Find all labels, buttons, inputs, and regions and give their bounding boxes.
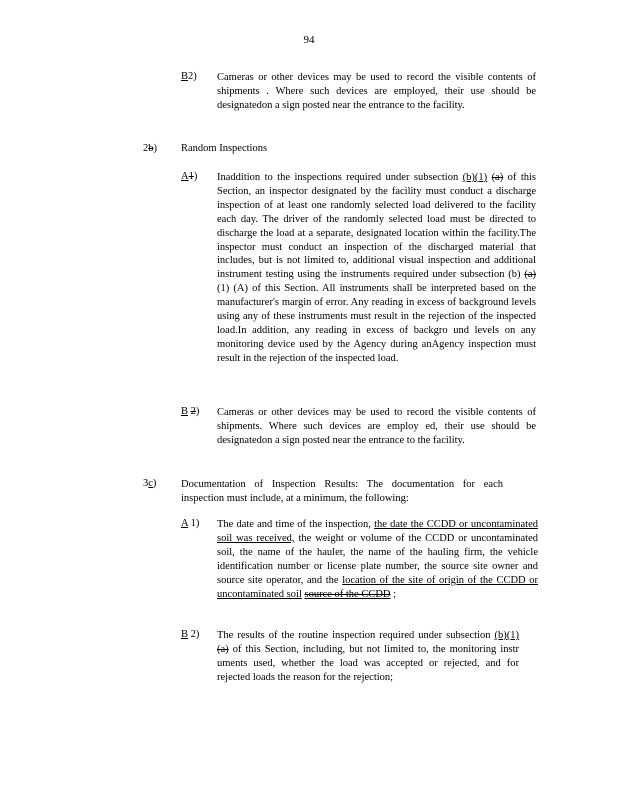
section-marker-3: 3c) — [143, 478, 157, 489]
cameras-paragraph-second: Cameras or other devices may be used to record the visible contents of shipments. Where such devices are employ ed, their use should be designatedon a sign posted near the entrance to the facility. — [217, 407, 536, 446]
item-marker-b2-doc: B 2) — [181, 629, 200, 640]
random-inspection-paragraph: Inaddition to the inspections required under subsection (b)(1) (a) of this Section, an inspector designated by the facility must conduct a discharge inspection of at least one randomly selected load delivered to the facility each day. The driver of the randomly selected load must be directed to discharge the load at a separate, designated location within the facility.The inspector must conduct an inspection of the discharged material that includes, but is not limited to, additional visual inspection and additional instrument testing using the instruments required under subsection (b) (a) (1) (A) of this Section. All instruments shall be interpreted based on the manufacturer's margin of error. Any reading in excess of background levels using any of these instruments must result in the rejection of the inspected load.In addition, any reading in excess of backgro und levels on any monitoring device used by the Agency during anAgency inspection must result in the rejection of the inspected load. — [217, 172, 536, 364]
item-marker-a1: A1) — [181, 171, 198, 182]
cameras-paragraph: Cameras or other devices may be used to record the visible contents of shipments . Where such devices are employed, their use should be designatedon a sign posted near the entrance to the facility. — [217, 72, 536, 111]
documentation-paragraph: Documentation of Inspection Results: The documentation for each inspection must include, at a minimum, the following: — [181, 479, 503, 504]
item-marker-b2-second: B 2) — [181, 406, 200, 417]
section-marker-2: 2b) — [143, 143, 157, 154]
item-marker-a1-doc: A 1) — [181, 518, 200, 529]
routine-results-paragraph: The results of the routine inspection required under subsection (b)(1) (a) of this Section, including, but not limited to, the monitoring instr uments used, whether the load was accepted or rejected, and for rejected loads the reason for the rejection; — [217, 630, 519, 683]
date-time-paragraph: The date and time of the inspection, the date the CCDD or uncontaminated soil was received, the weight or volume of the CCDD or uncontaminated soil, the name of the hauler, the name of the hauling firm, the vehicle identification number or license plate number, the source site owner and source site operator, and the location of the site of origin of the CCDD or uncontaminated soil source of the CCDD ; — [217, 519, 539, 600]
page-number: 94 — [303, 34, 315, 46]
section-heading-random-inspections: Random Inspections — [181, 143, 268, 154]
item-marker-b2: B2) — [181, 71, 197, 82]
